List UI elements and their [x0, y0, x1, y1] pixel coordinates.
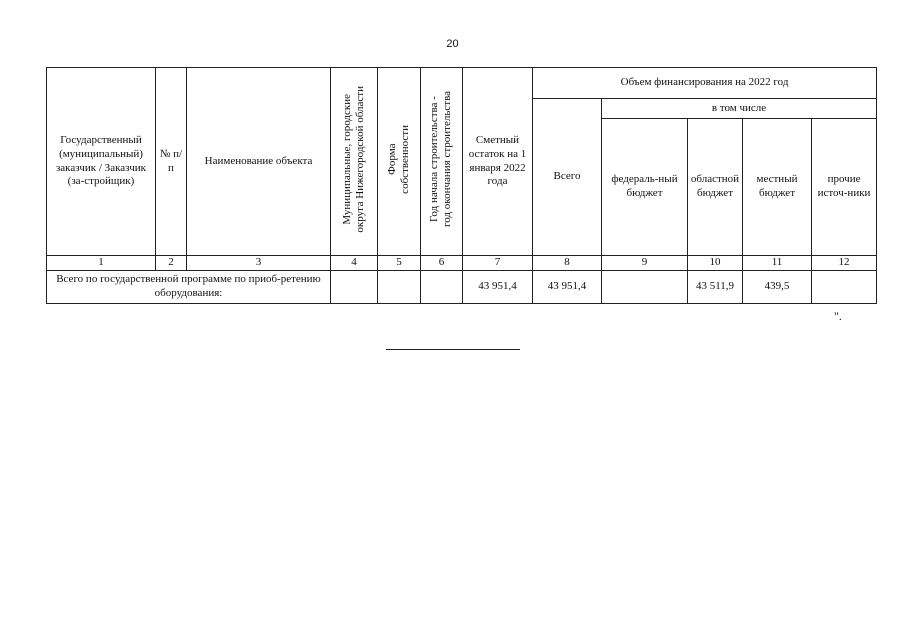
header-regional: областной бюджет [688, 119, 743, 256]
total-row [47, 270, 877, 303]
header-construction-years [421, 68, 463, 256]
header-municipality-line1: Муниципальные, городские [340, 93, 353, 225]
header-municipality-line2: округа Нижегородской области [354, 85, 366, 233]
total-row-regional: 43 511,9 [688, 270, 743, 303]
header-other: прочие источ-ники [812, 119, 877, 256]
column-number: 3 [187, 256, 331, 271]
total-row-label: Всего по государственной программе по приоб-ретению оборудования: [47, 270, 331, 303]
header-years-line1: Год начала строительства - [428, 96, 441, 223]
column-number: 6 [421, 256, 463, 271]
total-row-local: 439,5 [743, 270, 812, 303]
column-number: 9 [602, 256, 688, 271]
header-estimate-balance: Сметный остаток на 1 января 2022 года [463, 68, 533, 256]
column-number: 11 [743, 256, 812, 271]
total-row-estimate-balance: 43 951,4 [463, 270, 533, 303]
header-total: Всего [533, 99, 602, 256]
total-row-municipality [331, 270, 378, 303]
header-local: местный бюджет [743, 119, 812, 256]
closing-quote: ". [834, 309, 842, 323]
column-number: 5 [378, 256, 421, 271]
total-row-total: 43 951,4 [533, 270, 602, 303]
column-number: 7 [463, 256, 533, 271]
header-number: № п/п [156, 68, 187, 256]
total-row-ownership [378, 270, 421, 303]
column-number: 8 [533, 256, 602, 271]
total-row-years [421, 270, 463, 303]
column-number: 2 [156, 256, 187, 271]
header-years-line2: год окончания строительства [441, 91, 454, 228]
header-municipality [331, 68, 378, 256]
header-ownership [378, 68, 421, 256]
header-federal: федераль-ный бюджет [602, 119, 688, 256]
column-number: 1 [47, 256, 156, 271]
header-customer: Государственный (муниципальный) заказчик / Заказчик (за-стройщик) [47, 68, 156, 256]
header-ownership-line1: Форма [385, 143, 398, 175]
total-row-other [812, 270, 877, 303]
column-number: 4 [331, 256, 378, 271]
column-number-row [47, 256, 877, 271]
page-number: 20 [446, 38, 459, 50]
header-financing: Объем финансирования на 2022 год [533, 68, 877, 99]
footer-rule [386, 349, 520, 350]
financing-table [46, 67, 877, 304]
header-including: в том числе [602, 99, 877, 119]
total-row-federal [602, 270, 688, 303]
column-number: 12 [812, 256, 877, 271]
column-number: 10 [688, 256, 743, 271]
header-object-name: Наименование объекта [187, 68, 331, 256]
header-ownership-line2: собственности [399, 124, 411, 194]
